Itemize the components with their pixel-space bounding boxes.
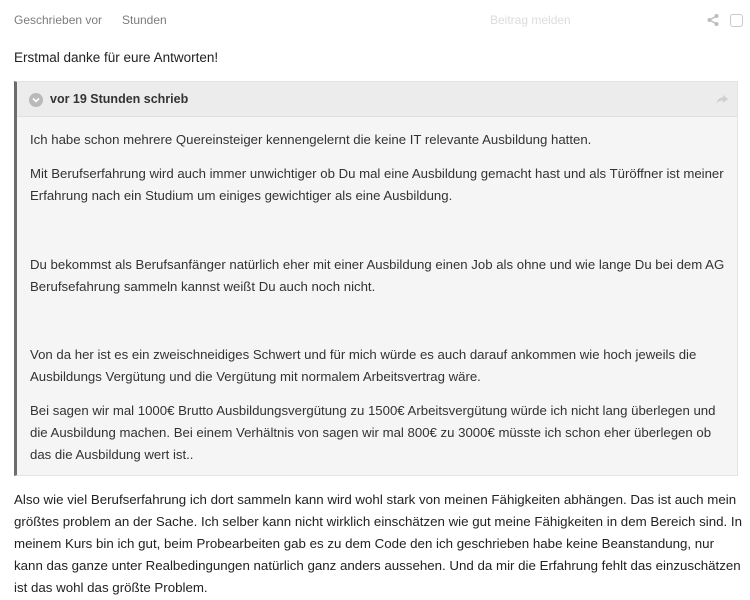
select-post-checkbox[interactable] xyxy=(730,14,743,27)
quote-header xyxy=(17,82,737,117)
quote-paragraph: Von da her ist es ein zweischneidiges Schwert und für mich würde es auch darauf ankommen wie hoch jeweils die Ausbildungs Vergütung und die Vergütung mit normalem Arbeitsvertrag wäre. xyxy=(30,347,697,384)
quote-paragraph: Bei sagen wir mal 1000€ Brutto Ausbildungsvergütung zu 1500€ Arbeitsvergütung würde ich nicht lang überlegen und die Ausbildung machen. Bei einem Verhältnis von sagen wir mal 800€ zu 3000€ müsste ich schon eher überlegen ob das die Ausbildung wert ist.. xyxy=(30,403,716,462)
share-icon[interactable] xyxy=(706,13,720,29)
quote-paragraph: Ich habe schon mehrere Quereinsteiger kennengelernt die keine IT relevante Ausbildung hatten. xyxy=(30,132,592,147)
post-meta-bar xyxy=(14,13,750,31)
post-intro-text: Erstmal danke für eure Antworten! xyxy=(14,50,219,65)
quote-paragraph: Du bekommst als Berufsanfänger natürlich eher mit einer Ausbildung einen Job als ohne und wie lange Du bei dem AG Berufsefahrung sammeln kannst weißt Du auch noch nicht. xyxy=(30,257,725,294)
quote-paragraph: Mit Berufserfahrung wird auch immer unwichtiger ob Du mal eine Ausbildung gemacht hast und als Türöffner ist meiner Erfahrung nach ein Studium um einiges gewichtiger als eine Ausbildung. xyxy=(30,166,724,203)
posted-time[interactable]: Stunden xyxy=(122,13,167,27)
chevron-down-icon[interactable] xyxy=(29,93,43,107)
reply-arrow-icon[interactable] xyxy=(715,92,729,106)
post-reply-text: Also wie viel Berufserfahrung ich dort sammeln kann wird wohl stark von meinen Fähigkeiten abhängen. Das ist auch mein größtes problem an der Sache. Ich selber kann nicht wirklich einschätzen wie gut meine Fähigkeiten in dem Bereich sind. In meinem Kurs bin ich gut, beim Probearbeiten gab es zu dem Code den ich geschrieben habe keine Beanstandung, nur kann das ganze unter Realbedingungen natürlich ganz anders aussehen. Und da mir die Erfahrung fehlt das einzuschätzen ist das wohl das größte Problem. xyxy=(14,492,743,595)
quote-author[interactable]: vor 19 Stunden schrieb xyxy=(50,92,189,106)
quote-block xyxy=(14,81,738,476)
posted-label[interactable]: Geschrieben vor xyxy=(14,13,103,27)
report-post-link[interactable]: Beitrag melden xyxy=(490,13,571,27)
